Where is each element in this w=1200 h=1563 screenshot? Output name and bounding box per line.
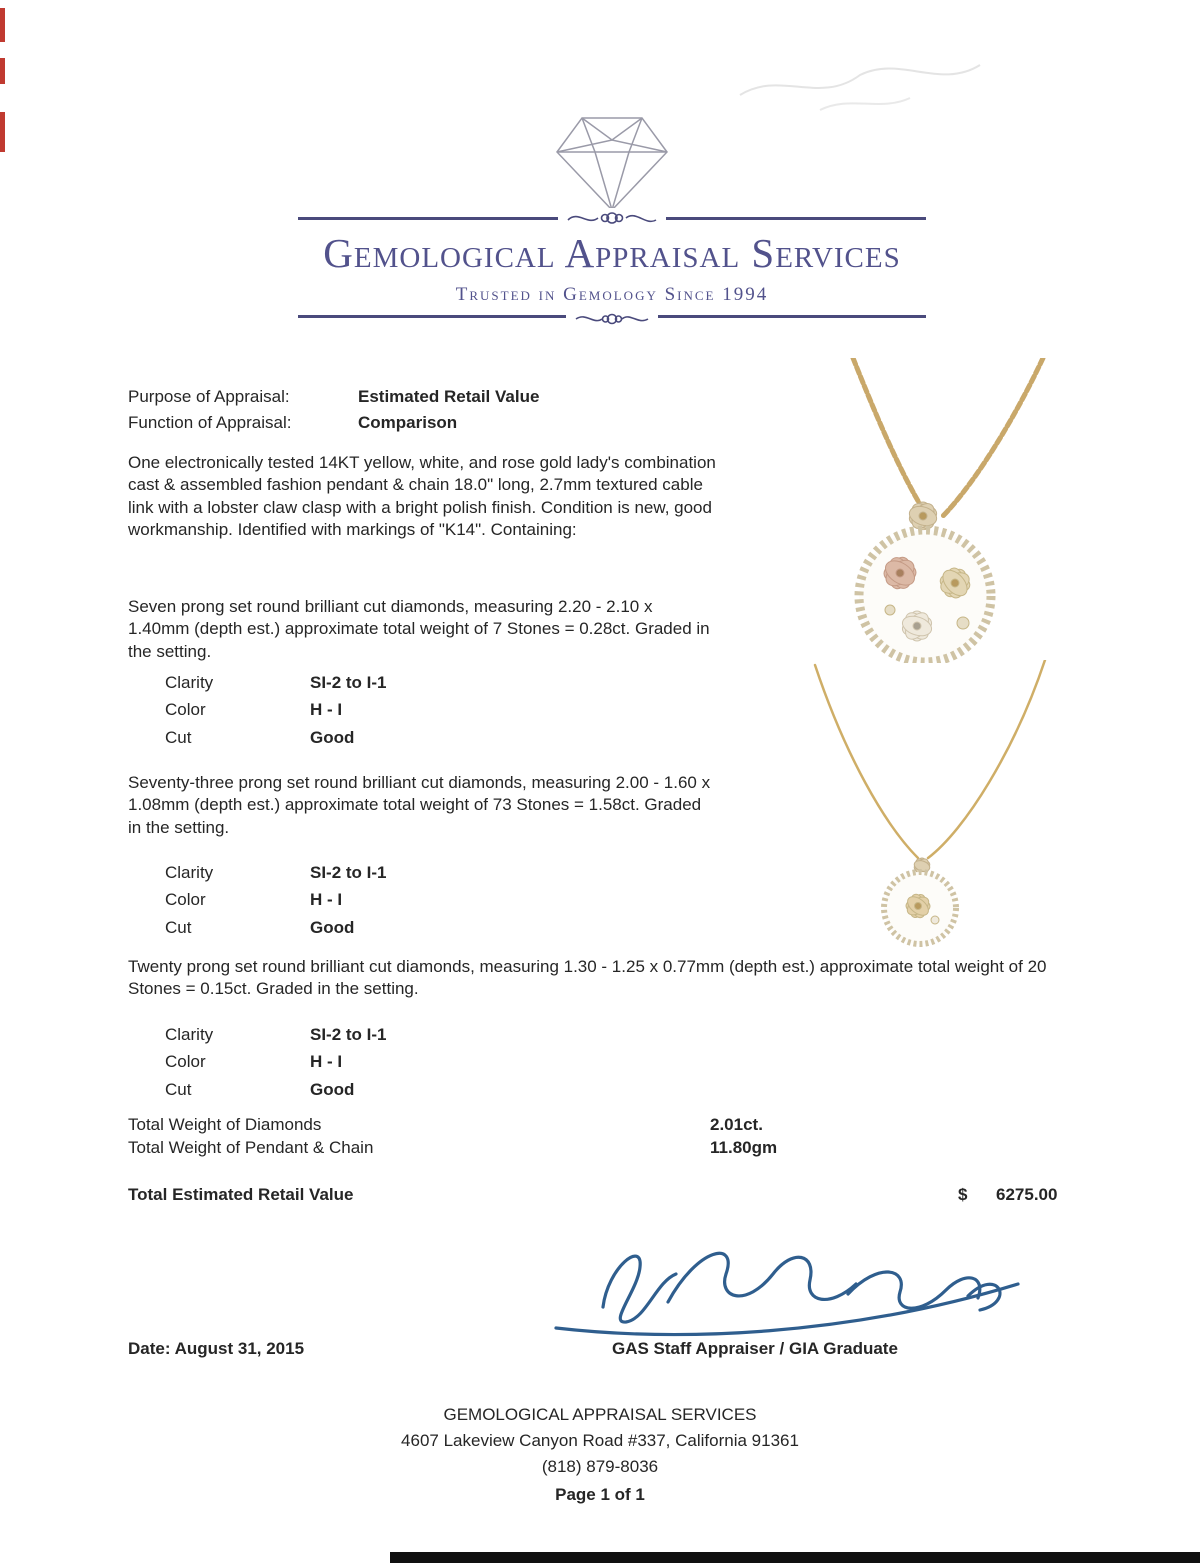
color-label: Color — [165, 1052, 206, 1072]
footer-company: GEMOLOGICAL APPRAISAL SERVICES — [443, 1405, 757, 1424]
necklace-photo-full — [770, 660, 1070, 975]
total-diamonds-label: Total Weight of Diamonds — [128, 1115, 322, 1134]
pendant-photo-closeup — [805, 358, 1085, 663]
total-diamonds-value: 2.01ct. — [710, 1115, 763, 1134]
grade-table — [165, 672, 387, 749]
purpose-value: Estimated Retail Value — [358, 387, 540, 406]
footer-address: 4607 Lakeview Canyon Road #337, California 91361 — [401, 1431, 799, 1450]
item-description: One electronically tested 14KT yellow, white, and rose gold lady's combination cast & assembled fashion pendant & chain 18.0" long, 2.7mm textured cable link with a lobster claw clasp with a bright polish finish. Condition is new, good workmanship. Identified with markings of "K14". Containing: — [128, 453, 716, 540]
function-label: Function of Appraisal: — [128, 413, 292, 433]
color-label: Color — [165, 700, 206, 720]
scan-edge-artifact — [390, 1552, 1200, 1563]
diamond-section-text: Twenty prong set round brilliant cut diamonds, measuring 1.30 - 1.25 x 0.77mm (depth est.) approximate total weight of 20 Stones = 0.15ct. Graded in the setting. — [128, 957, 1047, 999]
purpose-label: Purpose of Appraisal: — [128, 387, 290, 406]
retail-amount: 6275.00 — [996, 1185, 1058, 1204]
clarity-label: Clarity — [165, 673, 214, 692]
total-pendant-value: 11.80gm — [710, 1138, 778, 1157]
diamond-section-text: Seventy-three prong set round brilliant cut diamonds, measuring 2.00 - 1.60 x 1.08mm (depth est.) approximate total weight of 73 Stones = 1.58ct. Graded in the setting. — [128, 773, 711, 837]
cut-label: Cut — [165, 917, 192, 937]
flourish-ornament-icon — [558, 208, 666, 228]
color-value: H - I — [310, 1052, 343, 1072]
scan-artifact-red-tick — [0, 58, 5, 84]
appraisal-meta — [128, 386, 539, 435]
cut-value: Good — [310, 917, 355, 937]
diamond-logo-icon — [537, 110, 687, 215]
cut-label: Cut — [165, 727, 192, 747]
cut-value: Good — [310, 727, 355, 747]
clarity-value: SI-2 to I-1 — [310, 1025, 387, 1044]
diamond-section-text: Seven prong set round brilliant cut diamonds, measuring 2.20 - 2.10 x 1.40mm (depth est.) approximate total weight of 7 Stones = 0.28ct. Graded in the setting. — [128, 597, 710, 661]
flourish-ornament-icon — [566, 310, 658, 328]
header-rule-top — [298, 217, 926, 220]
clarity-label: Clarity — [165, 863, 214, 882]
header-rule-bottom — [298, 315, 926, 318]
scan-artifact-red-tick — [0, 112, 5, 152]
function-value: Comparison — [358, 413, 458, 433]
retail-value-label: Total Estimated Retail Value — [128, 1185, 354, 1204]
appraiser-title: GAS Staff Appraiser / GIA Graduate — [612, 1339, 898, 1358]
color-label: Color — [165, 890, 206, 910]
grade-table — [165, 862, 387, 939]
letterhead — [298, 110, 926, 318]
appraisal-date: Date: August 31, 2015 — [128, 1339, 305, 1358]
retail-currency: $ — [958, 1185, 968, 1204]
page-number: Page 1 of 1 — [555, 1485, 645, 1504]
grade-table — [165, 1024, 387, 1101]
total-pendant-label: Total Weight of Pendant & Chain — [128, 1138, 374, 1157]
cut-value: Good — [310, 1079, 355, 1099]
clarity-label: Clarity — [165, 1025, 214, 1044]
appraiser-signature — [548, 1232, 1038, 1342]
company-name: Gemological Appraisal Services — [323, 230, 901, 276]
color-value: H - I — [310, 890, 343, 910]
cut-label: Cut — [165, 1079, 192, 1099]
company-tagline: Trusted in Gemology Since 1994 — [455, 284, 769, 306]
footer-phone: (818) 879-8036 — [541, 1457, 659, 1476]
color-value: H - I — [310, 700, 343, 720]
clarity-value: SI-2 to I-1 — [310, 673, 387, 692]
clarity-value: SI-2 to I-1 — [310, 863, 387, 882]
scan-artifact-red-tick — [0, 8, 5, 42]
